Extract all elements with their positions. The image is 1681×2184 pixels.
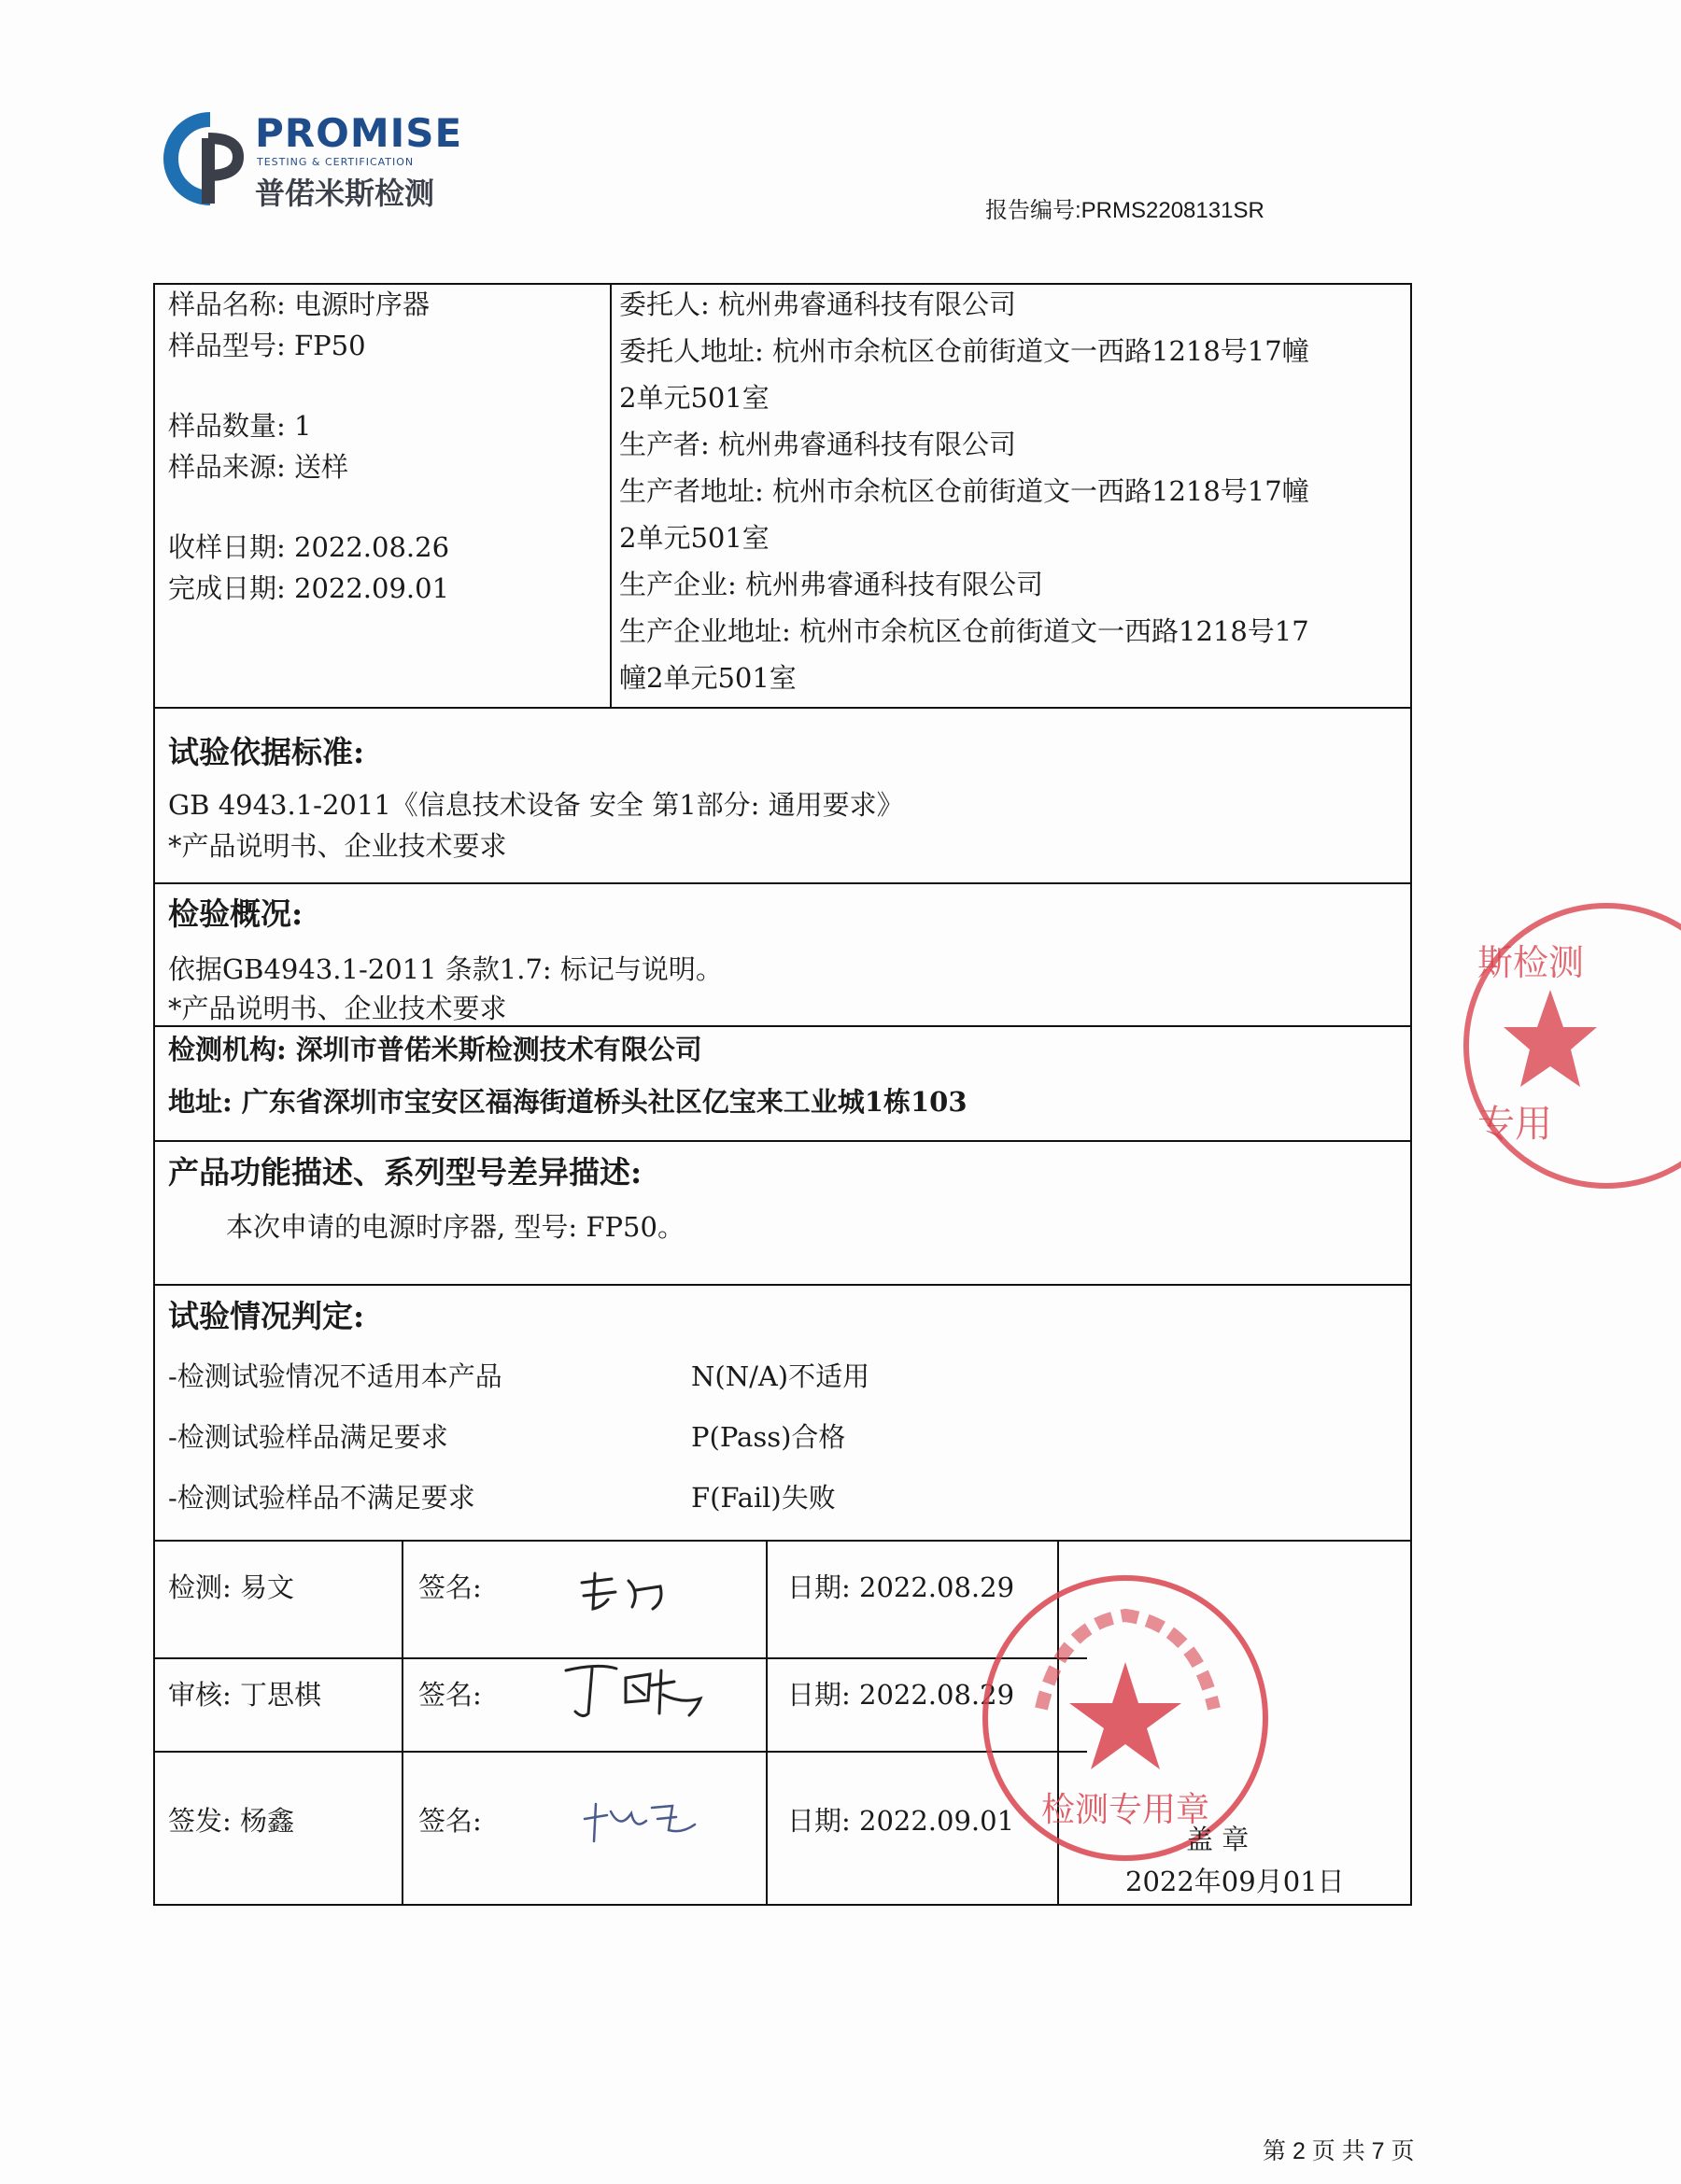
logo-brand: PROMISE bbox=[255, 110, 463, 156]
verdict-code-1: N(N/A)不适用 bbox=[691, 1360, 870, 1392]
divider-h2 bbox=[153, 882, 1412, 884]
seal-label: 盖 章 bbox=[1186, 1824, 1250, 1855]
sample-name: 样品名称: 电源时序器 bbox=[168, 289, 430, 320]
product-desc: 本次申请的电源时序器, 型号: FP50。 bbox=[226, 1211, 685, 1243]
tester-date: 日期: 2022.08.29 bbox=[787, 1571, 1015, 1603]
product-title: 产品功能描述、系列型号差异描述: bbox=[168, 1154, 643, 1191]
overview-line-2: *产品说明书、企业技术要求 bbox=[168, 993, 507, 1024]
receive-date: 收样日期: 2022.08.26 bbox=[168, 531, 450, 563]
client-line-6: 2单元501室 bbox=[619, 522, 770, 554]
divider-v2 bbox=[402, 1540, 403, 1906]
sample-qty: 样品数量: 1 bbox=[168, 410, 312, 442]
client-line-5: 生产者地址: 杭州市余杭区仓前街道文一西路1218号17幢 bbox=[619, 475, 1309, 507]
table-border-top bbox=[153, 283, 1412, 285]
lab-org: 检测机构: 深圳市普偌米斯检测技术有限公司 bbox=[168, 1034, 702, 1065]
divider-h5 bbox=[153, 1284, 1412, 1286]
tester-signature bbox=[574, 1564, 677, 1620]
sample-model: 样品型号: FP50 bbox=[168, 330, 366, 361]
tester-sign-label: 签名: bbox=[418, 1571, 482, 1603]
client-line-9: 幢2单元501室 bbox=[619, 662, 797, 694]
side-seal bbox=[1457, 896, 1585, 1195]
client-line-3: 2单元501室 bbox=[619, 382, 770, 414]
approver-signature bbox=[579, 1793, 700, 1849]
overview-line-1: 依据GB4943.1-2011 条款1.7: 标记与说明。 bbox=[168, 953, 723, 985]
table-border-right bbox=[1410, 283, 1412, 1906]
verdict-desc-3: -检测试验样品不满足要求 bbox=[168, 1482, 475, 1514]
approver-sign-label: 签名: bbox=[418, 1805, 482, 1837]
side-seal-top: 斯检测 bbox=[1477, 942, 1585, 983]
approver-date: 日期: 2022.09.01 bbox=[787, 1805, 1015, 1837]
divider-h4 bbox=[153, 1140, 1412, 1142]
svg-text:检测专用章: 检测专用章 bbox=[1040, 1791, 1210, 1829]
logo-tagline: TESTING & CERTIFICATION bbox=[257, 156, 415, 168]
sample-source: 样品来源: 送样 bbox=[168, 451, 348, 483]
client-line-1: 委托人: 杭州弗睿通科技有限公司 bbox=[619, 289, 1016, 320]
divider-h6 bbox=[153, 1540, 1412, 1542]
reviewer-name: 审核: 丁思棋 bbox=[168, 1679, 321, 1711]
table-border-left bbox=[153, 283, 155, 1906]
reviewer-date: 日期: 2022.08.29 bbox=[787, 1679, 1015, 1711]
client-line-7: 生产企业: 杭州弗睿通科技有限公司 bbox=[619, 569, 1043, 600]
page-number: 第 2 页 共 7 页 bbox=[1263, 2138, 1415, 2164]
tester-name: 检测: 易文 bbox=[168, 1571, 294, 1603]
verdict-code-3: F(Fail)失败 bbox=[691, 1482, 836, 1514]
logo-cn-name: 普偌米斯检测 bbox=[255, 176, 435, 211]
divider-v1 bbox=[610, 283, 612, 709]
divider-h8 bbox=[153, 1751, 1087, 1753]
divider-v3 bbox=[766, 1540, 768, 1906]
reviewer-sign-label: 签名: bbox=[418, 1679, 482, 1711]
standard-line-1: GB 4943.1-2011《信息技术设备 安全 第1部分: 通用要求》 bbox=[168, 789, 904, 821]
standard-title: 试验依据标准: bbox=[168, 734, 365, 770]
verdict-title: 试验情况判定: bbox=[168, 1298, 365, 1334]
verdict-desc-1: -检测试验情况不适用本产品 bbox=[168, 1360, 502, 1392]
reviewer-signature bbox=[560, 1657, 719, 1727]
side-seal-bottom: 专用 bbox=[1477, 1103, 1552, 1146]
client-line-2: 委托人地址: 杭州市余杭区仓前街道文一西路1218号17幢 bbox=[619, 335, 1309, 367]
report-number: 报告编号:PRMS2208131SR bbox=[985, 198, 1264, 223]
logo-mark-icon bbox=[163, 110, 257, 213]
company-logo bbox=[163, 110, 462, 213]
client-line-8: 生产企业地址: 杭州市余杭区仓前街道文一西路1218号17 bbox=[619, 615, 1309, 647]
verdict-desc-2: -检测试验样品满足要求 bbox=[168, 1421, 448, 1453]
seal-date: 2022年09月01日 bbox=[1125, 1866, 1345, 1897]
table-border-bottom bbox=[153, 1904, 1412, 1906]
standard-line-2: *产品说明书、企业技术要求 bbox=[168, 830, 507, 862]
overview-title: 检验概况: bbox=[168, 895, 304, 932]
approver-name: 签发: 杨鑫 bbox=[168, 1805, 294, 1837]
lab-address: 地址: 广东省深圳市宝安区福海街道桥头社区亿宝来工业城1栋103 bbox=[168, 1086, 968, 1118]
client-line-4: 生产者: 杭州弗睿通科技有限公司 bbox=[619, 429, 1016, 460]
divider-h1 bbox=[153, 707, 1412, 709]
verdict-code-2: P(Pass)合格 bbox=[691, 1421, 846, 1453]
complete-date: 完成日期: 2022.09.01 bbox=[168, 572, 450, 604]
